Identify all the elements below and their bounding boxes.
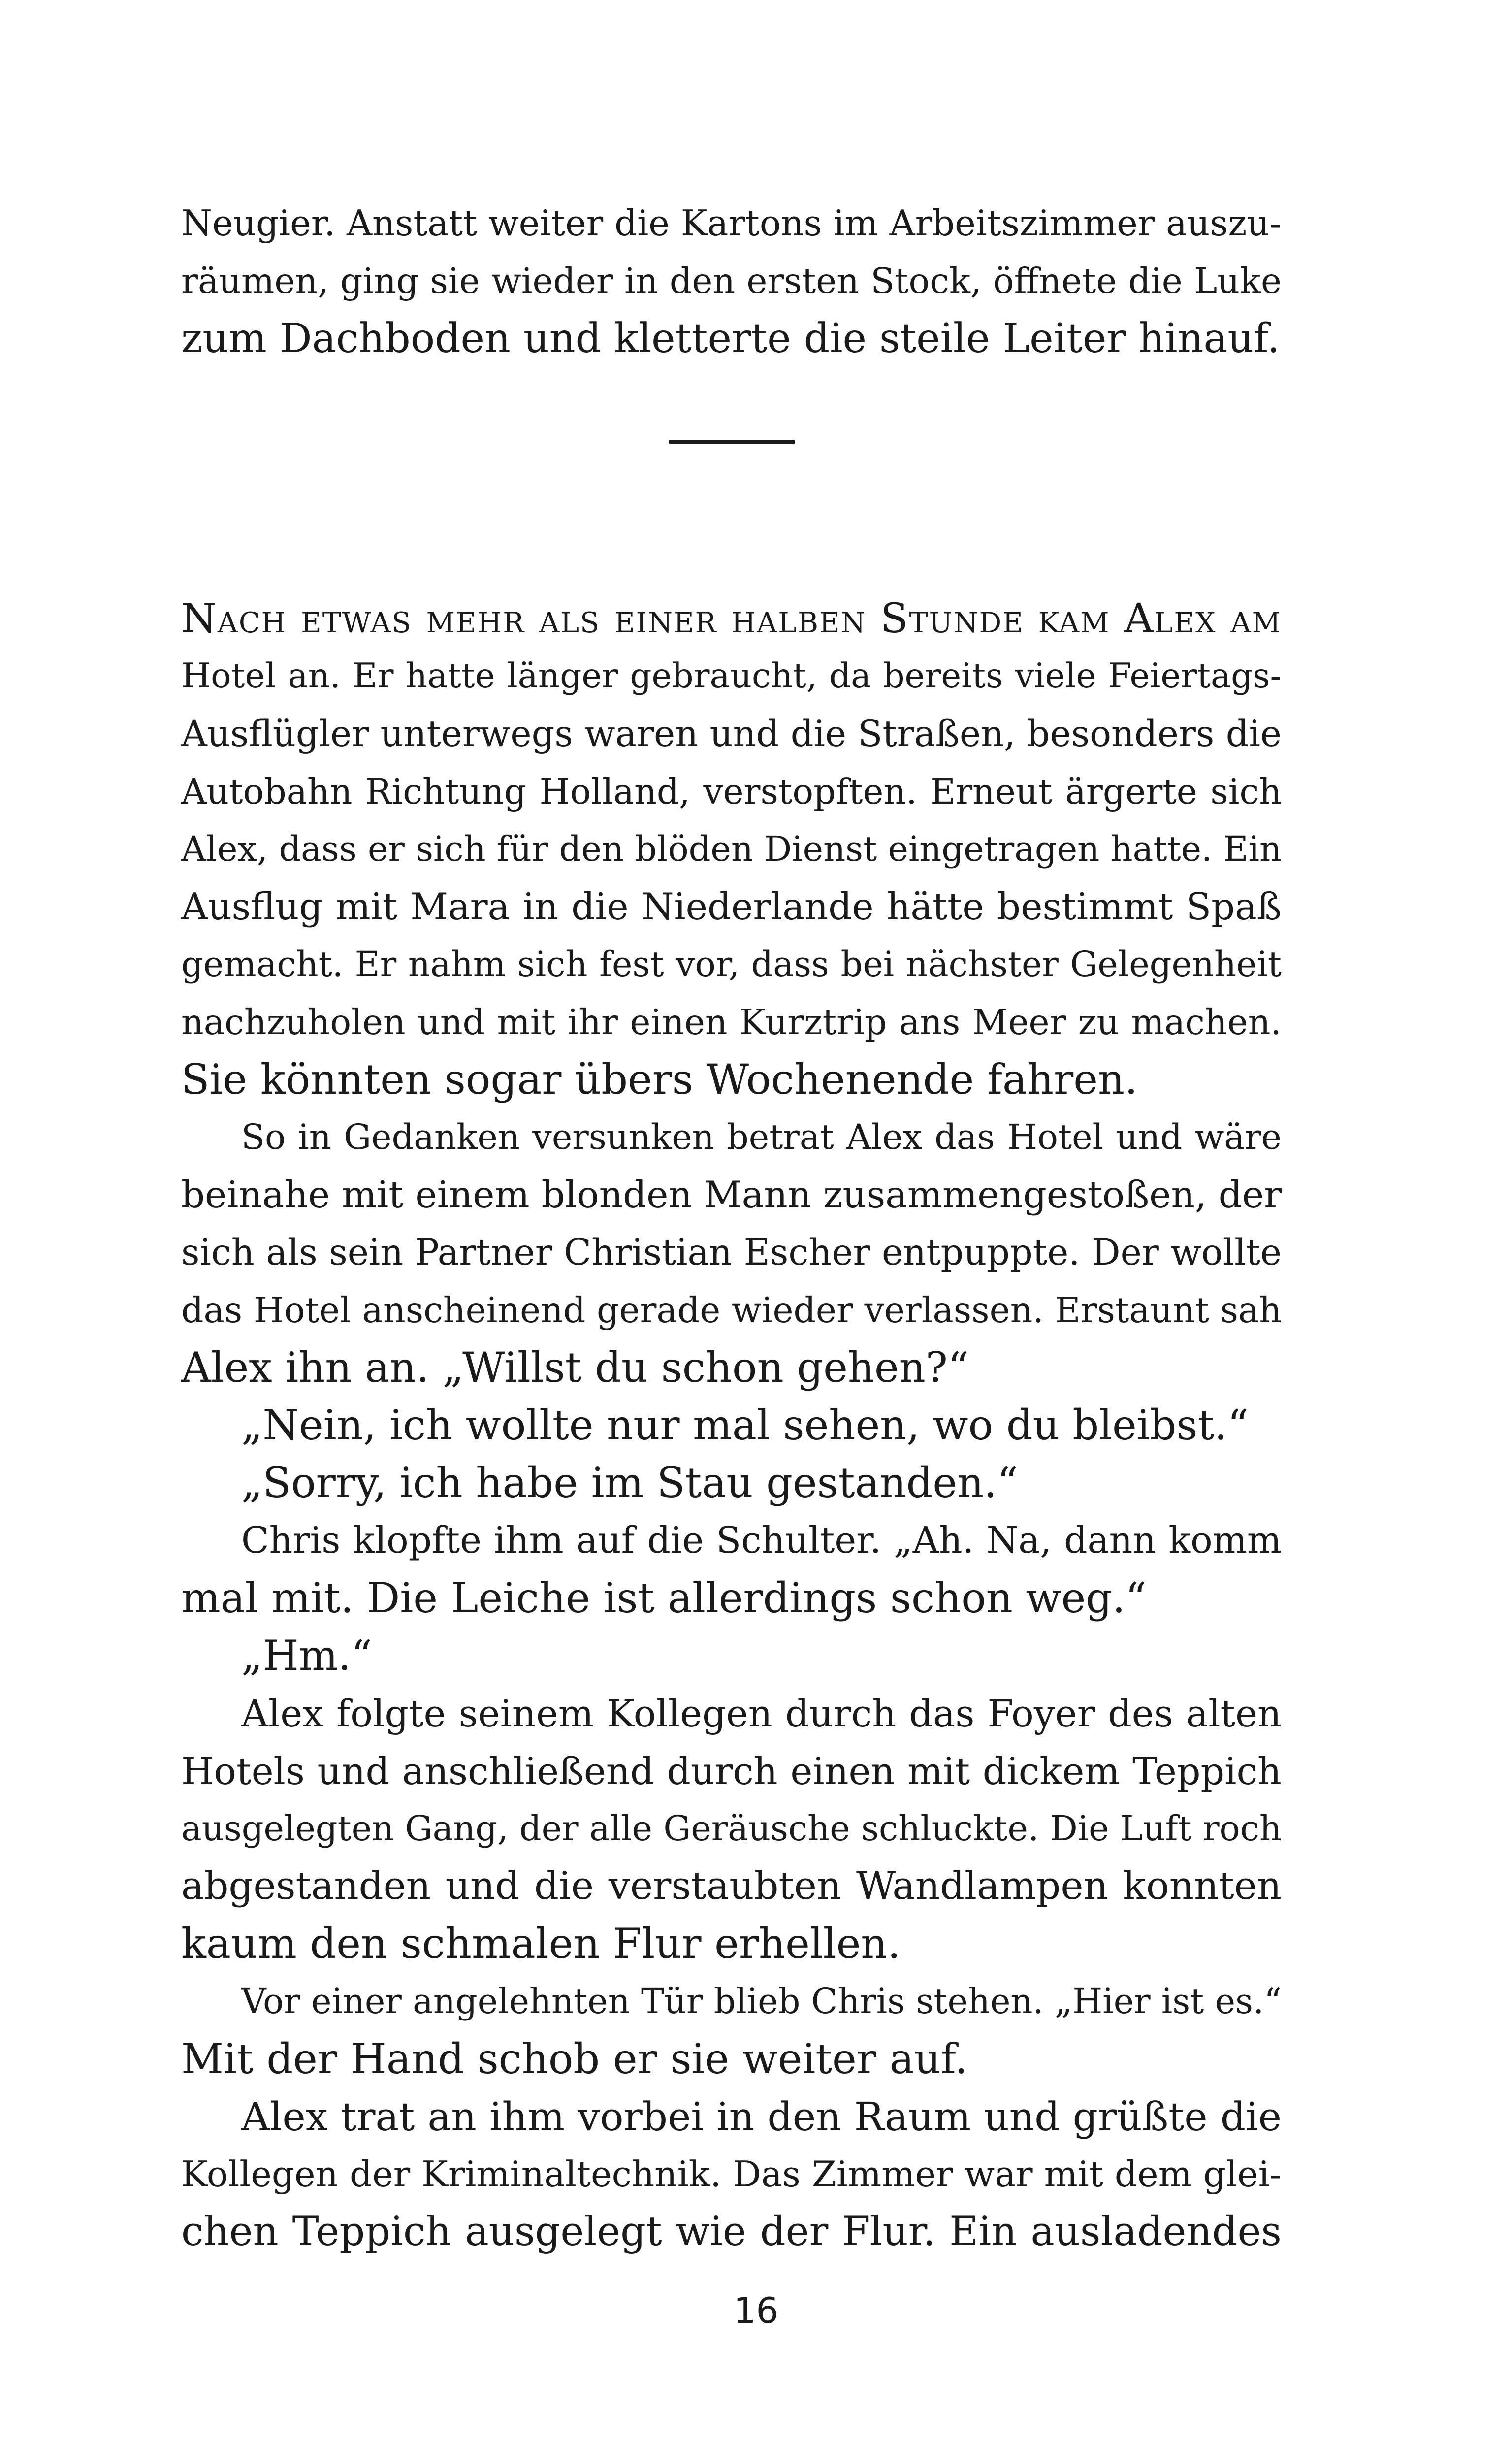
paragraph (181, 1108, 1282, 1397)
paragraph (181, 1627, 1282, 1685)
paragraph (181, 1397, 1282, 1454)
paragraph (181, 590, 1282, 1108)
text-line: „Nein, ich wollte nur mal sehen, wo du bleibst.“ (241, 1401, 1249, 1449)
text-line: Alex ihn an. „Willst du schon gehen?“ (181, 1343, 969, 1392)
text-line: Neugier. Anstatt weiter die Kartons im Arbeitszimmer auszu- (181, 202, 1282, 244)
text-line: Alex trat an ihm vorbei in den Raum und grüßte die (241, 2094, 1282, 2140)
text-line: Chris klopfte ihm auf die Schulter. „Ah. Na, dann komm (241, 1519, 1282, 1562)
paragraph (181, 1454, 1282, 1512)
text-line: Mit der Hand schob er sie weiter auf. (181, 2035, 968, 2083)
text-line: Autobahn Richtung Holland, verstopften. Erneut ärgerte sich (181, 771, 1282, 812)
text-line: nachzuholen und mit ihr einen Kurztrip ans Meer zu machen. (181, 1002, 1282, 1042)
text-line: „Hm.“ (241, 1631, 373, 1680)
text-line: Ausflug mit Mara in die Niederlande hätte bestimmt Spaß (181, 885, 1282, 928)
book-page-text (181, 195, 1282, 2261)
text-line: mal mit. Die Leiche ist allerdings schon weg.“ (181, 1574, 1147, 1622)
text-line: So in Gedanken versunken betrat Alex das Hotel und wäre (241, 1117, 1282, 1157)
text-line: Kollegen der Kriminaltechnik. Das Zimmer war mit dem glei- (181, 2153, 1282, 2195)
page-number: 16 (733, 2290, 779, 2331)
text-line: räumen, ging sie wieder in den ersten Stock, öffnete die Luke (181, 261, 1282, 301)
text-line: chen Teppich ausgelegt wie der Flur. Ein ausladendes (181, 2209, 1282, 2255)
text-line: Alex folgte seinem Kollegen durch das Foyer des alten (241, 1692, 1282, 1735)
paragraph (181, 2088, 1282, 2261)
text-line: „Sorry, ich habe im Stau gestanden.“ (241, 1459, 1018, 1507)
section-lead-in: Nach etwas mehr als einer halben Stunde kam Alex am (181, 595, 1282, 642)
text-line: zum Dachboden und kletterte die steile Leiter hinauf. (181, 315, 1280, 362)
text-line: Ausflügler unterwegs waren und die Straßen, besonders die (181, 713, 1282, 755)
paragraph (181, 1685, 1282, 1973)
text-line: sich als sein Partner Christian Escher entpuppte. Der wollte (181, 1232, 1282, 1273)
paragraph (181, 1973, 1282, 2088)
text-line: Alex, dass er sich für den blöden Dienst eingetragen hatte. Ein (181, 829, 1282, 869)
text-line: beinahe mit einem blonden Mann zusammengestoßen, der (181, 1173, 1282, 1216)
text-line: Hotels und anschließend durch einen mit dickem Teppich (181, 1749, 1282, 1793)
section-divider (669, 440, 795, 444)
paragraph (181, 1512, 1282, 1627)
paragraph (181, 195, 1282, 367)
text-line: Sie könnten sogar übers Wochenende fahren. (181, 1055, 1138, 1104)
text-line: kaum den schmalen Flur erhellen. (181, 1920, 901, 1968)
text-line: das Hotel anscheinend gerade wieder verlassen. Erstaunt sah (181, 1290, 1282, 1331)
text-line: gemacht. Er nahm sich fest vor, dass bei nächster Gelegenheit (181, 944, 1282, 984)
text-line: abgestanden und die verstaubten Wandlampen konnten (181, 1864, 1282, 1908)
text-line: Hotel an. Er hatte länger gebraucht, da bereits viele Feiertags- (181, 656, 1282, 696)
section-break (181, 367, 1282, 590)
text-line: Vor einer angelehnten Tür blieb Chris stehen. „Hier ist es.“ (241, 1981, 1282, 2021)
text-line: ausgelegten Gang, der alle Geräusche schluckte. Die Luft roch (181, 1808, 1282, 1849)
